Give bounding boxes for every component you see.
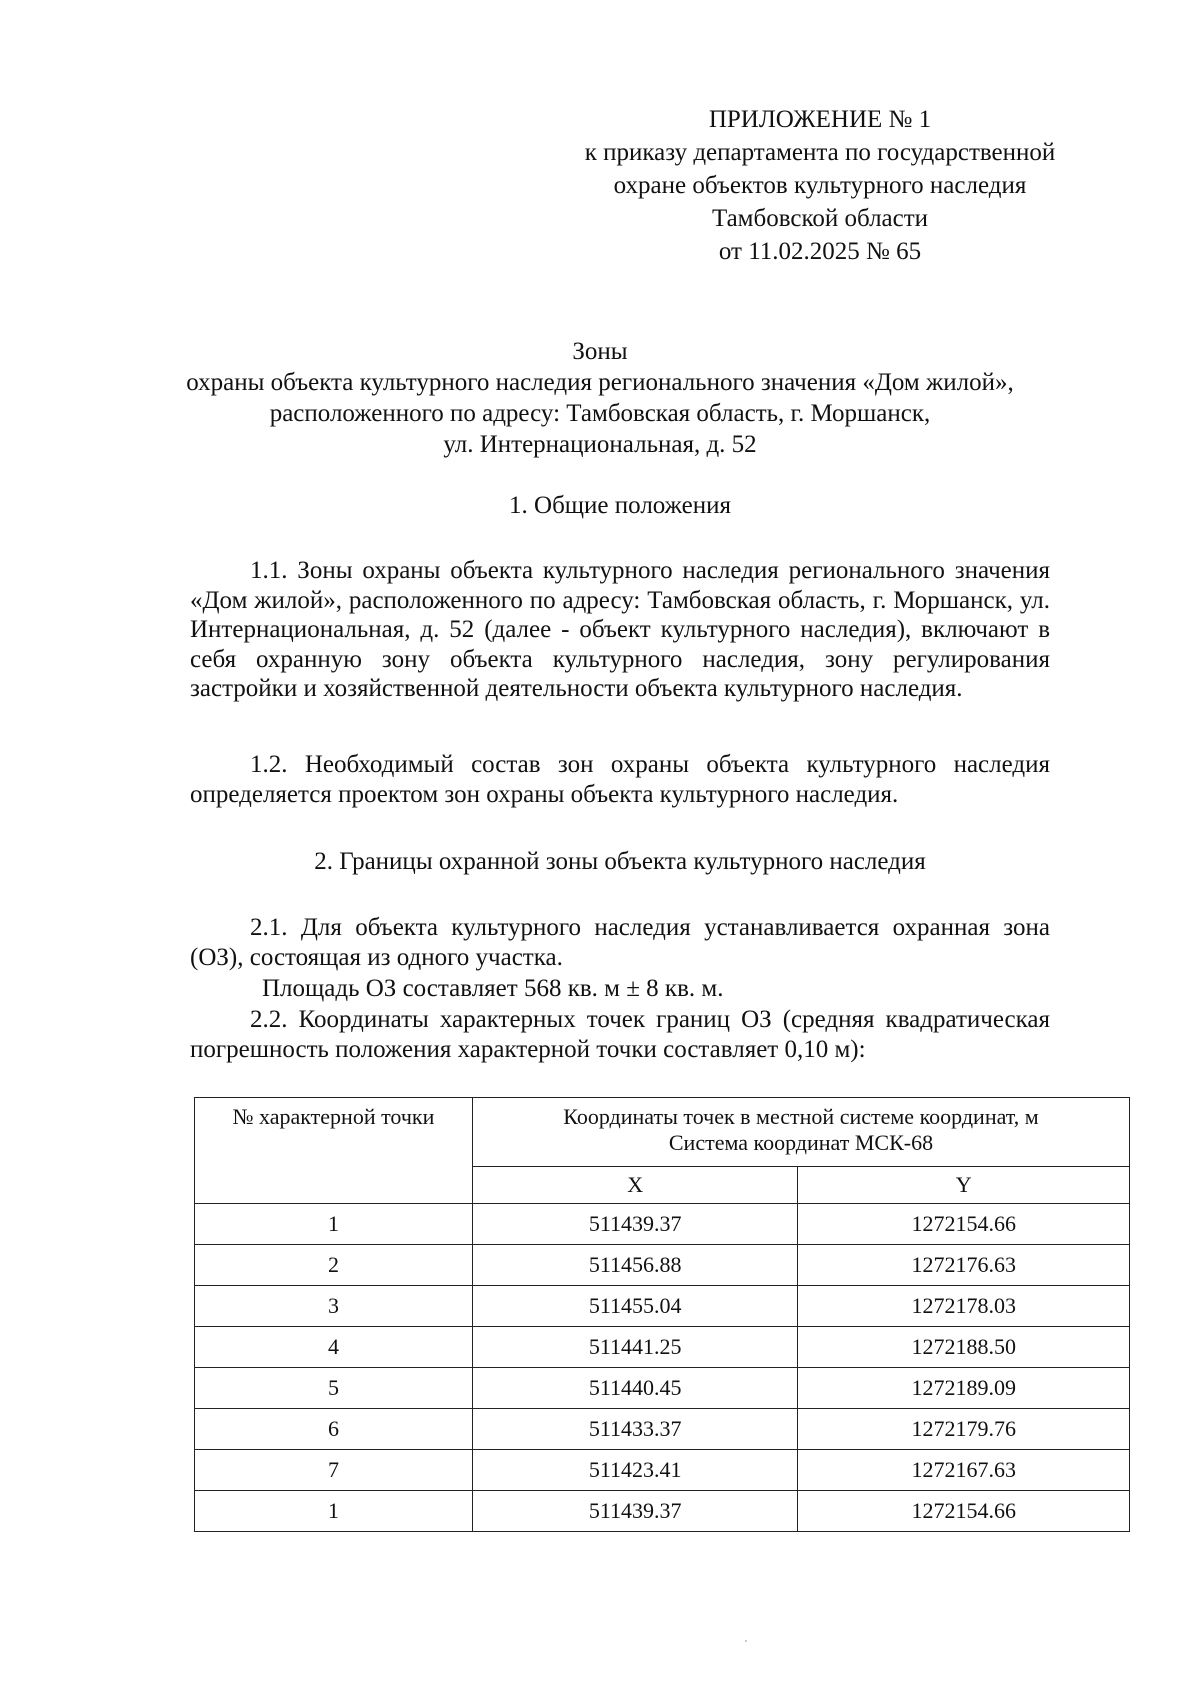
appendix-line: от 11.02.2025 № 65 (718, 238, 922, 265)
cell-y: 1272176.63 (798, 1245, 1130, 1286)
header-coordinates (472, 1098, 1129, 1167)
table-row (195, 1286, 1130, 1327)
cell-x: 511423.41 (472, 1450, 798, 1491)
paragraph-text: 1.1. Зоны охраны объекта культурного наследия регионального значения «Дом жилой», расположенного по адресу: Тамбовская область, г. Моршанск, ул. Интернациональная, д. 52 (далее - объект культурного наследия), включают в себя охранную зону объекта культурного наследия, зону регулирования застройки и хозяйственной деятельности объекта культурного наследия. (190, 557, 1050, 703)
table-header-row (195, 1098, 1130, 1167)
cell-y: 1272179.76 (798, 1409, 1130, 1450)
cell-x: 511455.04 (472, 1286, 798, 1327)
section-2-title: 2. Границы охранной зоны объекта культурного наследия (314, 848, 926, 875)
cell-y: 1272167.63 (798, 1450, 1130, 1491)
cell-x: 511441.25 (472, 1327, 798, 1368)
header-point-number: № характерной точки (195, 1098, 473, 1204)
cell-y: 1272189.09 (798, 1368, 1130, 1409)
cell-y: 1272154.66 (798, 1204, 1130, 1245)
title-line: ул. Интернациональная, д. 52 (443, 431, 757, 458)
header-coordinates-line: Координаты точек в местной системе координат, м (563, 1104, 1039, 1129)
paragraph-1-2 (190, 750, 1050, 809)
cell-point: 1 (195, 1204, 473, 1245)
table-row (195, 1450, 1130, 1491)
header-coordinates-line: Система координат МСК-68 (668, 1130, 934, 1155)
title-line: охраны объекта культурного наследия регионального значения «Дом жилой», (186, 369, 1014, 396)
title-line: расположенного по адресу: Тамбовская область, г. Моршанск, (269, 400, 931, 427)
cell-x: 511439.37 (472, 1491, 798, 1532)
paragraph-text: 2.1. Для объекта культурного наследия устанавливается охранная зона (ОЗ), состоящая из одного участка. (190, 914, 1050, 971)
table-row (195, 1368, 1130, 1409)
area-statement (190, 974, 1050, 1004)
table-row (195, 1491, 1130, 1532)
paragraph-text: 1.2. Необходимый состав зон охраны объекта культурного наследия определяется проектом зон охраны объекта культурного наследия. (190, 751, 1050, 808)
title-line: Зоны (572, 338, 628, 365)
cell-x: 511456.88 (472, 1245, 798, 1286)
paragraph-1-1 (190, 556, 1050, 704)
cell-point: 4 (195, 1327, 473, 1368)
paragraph-text: 2.2. Координаты характерных точек границ ОЗ (средняя квадратическая погрешность положения характерной точки составляет 0,10 м): (190, 1006, 1050, 1063)
coordinates-table (194, 1097, 1130, 1532)
table-row (195, 1409, 1130, 1450)
appendix-line: к приказу департамента по государственной (584, 139, 1056, 166)
paragraph-2-1 (190, 913, 1050, 972)
cell-point: 6 (195, 1409, 473, 1450)
appendix-line: Тамбовской области (711, 205, 929, 232)
appendix-heading: ПРИЛОЖЕНИЕ № 1 (708, 106, 932, 133)
cell-x: 511440.45 (472, 1368, 798, 1409)
header-x: X (472, 1167, 798, 1204)
cell-point: 1 (195, 1491, 473, 1532)
appendix-line: охране объектов культурного наследия (613, 172, 1027, 199)
cell-y: 1272154.66 (798, 1491, 1130, 1532)
scan-speck (745, 1640, 747, 1642)
paragraph-2-2 (190, 1005, 1050, 1064)
cell-x: 511433.37 (472, 1409, 798, 1450)
table-row (195, 1245, 1130, 1286)
cell-point: 2 (195, 1245, 473, 1286)
cell-y: 1272188.50 (798, 1327, 1130, 1368)
header-y: Y (798, 1167, 1130, 1204)
section-1-title: 1. Общие положения (509, 492, 731, 519)
appendix-header (560, 103, 1080, 268)
cell-point: 3 (195, 1286, 473, 1327)
table-row (195, 1204, 1130, 1245)
document-title (150, 336, 1050, 460)
cell-y: 1272178.03 (798, 1286, 1130, 1327)
table-row (195, 1327, 1130, 1368)
cell-point: 5 (195, 1368, 473, 1409)
cell-point: 7 (195, 1450, 473, 1491)
area-text: Площадь ОЗ составляет 568 кв. м ± 8 кв. м. (262, 975, 724, 1002)
cell-x: 511439.37 (472, 1204, 798, 1245)
